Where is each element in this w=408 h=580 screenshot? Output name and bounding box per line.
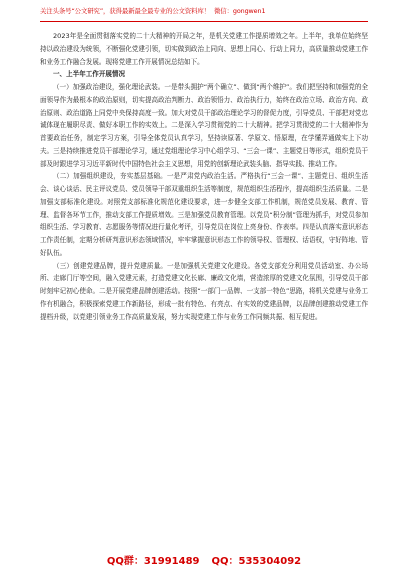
footer-qq-group: QQ群：31991489 [106,556,200,567]
paragraph-brand: （三）创建党建品牌，提升党建质量。一是加强机关党建文化建设。各党支部充分利用党员活动室、办公场所、走廊门厅等空间，融入党建元素，打造党建文化长廊、廉政文化墙，营造浓厚的党建文化氛围，引导党员干部时刻牢记初心使命。二是开展党建品牌创建活动。按照“一部门一品牌、一支部一特色”思路，将机关党建与业务工作有机融合，积极探索党建工作新路径，形成一批有特色、有亮点、有实效的党建品牌，以品牌创建推动党建工作提档升级，以党建引领业务工作高质量发展，努力实现党建工作与业务工作同频共振、相互促进。 [40,261,368,321]
header-rule [40,21,368,22]
paragraph-intro: 2023年是全面贯彻落实党的二十大精神的开局之年，是机关党建工作提质增效之年。上半年，我单位始终坚持以政治建设为统领，不断强化党建引领，切实做到政治上同向、思想上同心、行动上同力，高质量推动党建工作和业务工作融合发展。现将党建工作开展情况总结如下。 [40,32,368,66]
paragraph-organization: （二）加强组织建设，夯实基层基础。一是严肃党内政治生活。严格执行“三会一课”、主题党日、组织生活会、谈心谈话、民主评议党员、党员领导干部双重组织生活等制度，规范组织生活程序，提高组织生活质量。二是加强支部标准化建设。对照党支部标准化规范化建设要求，进一步健全支部工作机制，规范党员发展、教育、管理、监督各环节工作，推动支部工作提质增效。三是加强党员教育管理。以党员“积分制”管理为抓手，对党员参加组织生活、学习教育、志愿服务等情况进行量化考评，引导党员在岗位上亮身份、作表率。四是认真落实意识形态工作责任制，定期分析研判意识形态领域情况，牢牢掌握意识形态工作的领导权、管理权、话语权，守好阵地、管好队伍。 [40,172,368,257]
header-banner [40,6,370,20]
paragraph-political: （一）加强政治建设，强化理论武装。一是带头拥护“两个确立”、做到“两个维护”。我们把坚持和加强党的全面领导作为最根本的政治原则，切实提高政治判断力、政治领悟力、政治执行力，始终在政治立场、政治方向、政治原则、政治道路上同党中央保持高度一致。加大对党员干部政治理论学习的督促力度，引导党员、干部把对党忠诚体现在履职尽责、做好本职工作的实效上。二是深入学习贯彻党的二十大精神。把学习贯彻党的二十大精神作为首要政治任务，制定学习方案，引导全体党员认真学习，坚持读原著、学原文、悟原理，在学懂弄通做实上下功夫。三是持续推进党员干部理论学习，通过党组理论学习中心组学习、“三会一课”、主题党日等形式，组织党员干部及时跟进学习习近平新时代中国特色社会主义思想，用党的创新理论武装头脑、指导实践、推动工作。 [40,83,368,168]
banner-wechat: 微信：gongwen1 [213,7,266,15]
footer-contact [0,552,408,567]
document-body [40,30,368,545]
banner-text: 关注头条号“公文研究”，获得最新最全最专业的公文资料库！ [40,7,210,15]
section-heading: 一、上半年工作开展情况 [53,70,126,79]
footer-qq-id: QQ：535304092 [211,556,302,567]
